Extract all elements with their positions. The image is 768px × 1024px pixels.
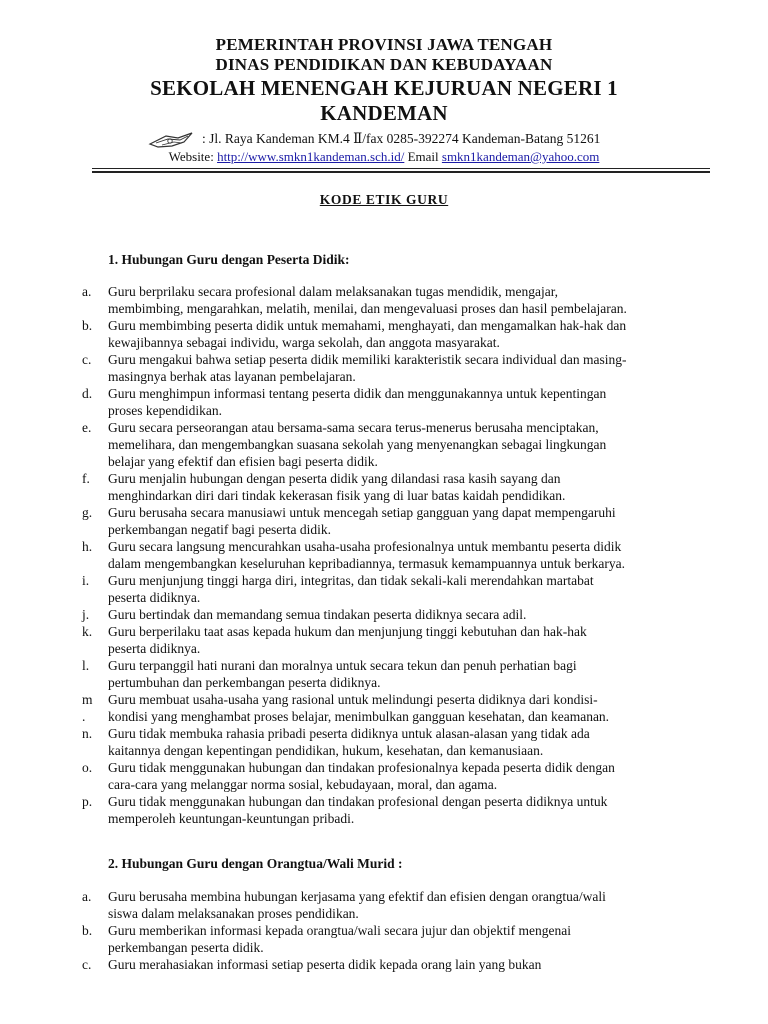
website-label: Website: bbox=[168, 149, 214, 164]
list-item bbox=[0, 419, 768, 470]
list-item bbox=[0, 283, 768, 317]
section-1-list bbox=[0, 283, 768, 827]
item-text: Guru terpanggil hati nurani dan moralnya untuk secara tekun dan penuh perhatian bagi pertumbuhan dan perkembangan peserta didiknya. bbox=[108, 658, 577, 690]
item-marker: a. bbox=[82, 284, 92, 299]
list-item bbox=[0, 888, 768, 922]
item-marker: n. bbox=[82, 726, 93, 741]
email-link[interactable]: smkn1kandeman@yahoo.com bbox=[441, 149, 600, 164]
address-row bbox=[148, 130, 600, 150]
item-text: Guru berperilaku taat asas kepada hukum dan menjunjung tinggi kebutuhan dan hak-hak peserta didiknya. bbox=[108, 624, 587, 656]
item-marker: j. bbox=[82, 607, 90, 622]
list-item bbox=[0, 606, 768, 623]
item-marker: e. bbox=[82, 420, 92, 435]
address-text: : Jl. Raya Kandeman KM.4 Ⅱ/fax 0285-392274 Kandeman-Batang 51261 bbox=[202, 131, 601, 147]
letterhead-divider-bottom bbox=[92, 171, 710, 173]
item-marker: g. bbox=[82, 505, 93, 520]
item-text: Guru berprilaku secara profesional dalam melaksanakan tugas mendidik, mengajar, membimbing, mengarahkan, melatih, menilai, dan mengevaluasi proses dan hasil pembelajaran. bbox=[108, 284, 627, 316]
email-label: Email bbox=[407, 149, 439, 164]
item-text: Guru membimbing peserta didik untuk memahami, menghayati, dan mengamalkan hak-hak dan kewajibannya sebagai individu, warga sekolah, dan anggota masyarakat. bbox=[108, 318, 627, 350]
item-text: Guru menjalin hubungan dengan peserta didik yang dilandasi rasa kasih sayang dan menghindarkan diri dari tindak kekerasan fisik yang di luar batas kaidah pendidikan. bbox=[108, 471, 566, 503]
item-text: Guru menghimpun informasi tentang peserta didik dan menggunakannya untuk kepentingan proses kependidikan. bbox=[108, 386, 607, 418]
list-item bbox=[0, 956, 768, 973]
list-item bbox=[0, 725, 768, 759]
item-marker: o. bbox=[82, 760, 93, 775]
contact-row bbox=[0, 149, 768, 165]
item-marker: i. bbox=[82, 573, 90, 588]
item-text: Guru merahasiakan informasi setiap peserta didik kepada orang lain yang bukan bbox=[108, 957, 542, 972]
section-2-heading: 2. Hubungan Guru dengan Orangtua/Wali Murid : bbox=[108, 856, 403, 871]
item-text: Guru secara perseorangan atau bersama-sama secara terus-menerus berusaha menciptakan, memelihara, dan mengembangkan suasana sekolah yang menyenangkan sebagai lingkungan belajar yang efektif dan efisien bagi peserta didik. bbox=[108, 420, 607, 469]
list-item bbox=[0, 572, 768, 606]
list-item bbox=[0, 623, 768, 657]
item-text: Guru mengakui bahwa setiap peserta didik memiliki karakteristik secara individual dan masing- masingnya berhak atas layanan pembelajaran. bbox=[108, 352, 627, 384]
item-marker: c. bbox=[82, 957, 92, 972]
item-marker: l. bbox=[82, 658, 90, 673]
list-item bbox=[0, 657, 768, 691]
item-marker: c. bbox=[82, 352, 92, 367]
item-text: Guru tidak menggunakan hubungan dan tindakan profesional dengan peserta didiknya untuk memperoleh keuntungan-keuntungan pribadi. bbox=[108, 794, 608, 826]
item-text: Guru bertindak dan memandang semua tindakan peserta didiknya secara adil. bbox=[108, 607, 527, 622]
item-marker: p. bbox=[82, 794, 93, 809]
list-item bbox=[0, 470, 768, 504]
item-text: Guru berusaha membina hubungan kerjasama yang efektif dan efisien dengan orangtua/wali siswa dalam melaksanakan proses pendidikan. bbox=[108, 889, 606, 921]
item-marker: k. bbox=[82, 624, 93, 639]
list-item bbox=[0, 351, 768, 385]
letterhead-line-2: DINAS PENDIDIKAN DAN KEBUDAYAAN bbox=[215, 55, 553, 74]
list-item bbox=[0, 385, 768, 419]
item-marker: f. bbox=[82, 471, 90, 486]
item-text: Guru berusaha secara manusiawi untuk mencegah setiap gangguan yang dapat mempengaruhi perkembangan negatif bagi peserta didik. bbox=[108, 505, 616, 537]
section-2-list bbox=[0, 888, 768, 973]
document-title: KODE ETIK GURU bbox=[319, 192, 449, 207]
list-item bbox=[0, 317, 768, 351]
section-1-heading: 1. Hubungan Guru dengan Peserta Didik: bbox=[108, 252, 350, 267]
item-text: Guru tidak menggunakan hubungan dan tindakan profesionalnya kepada peserta didik dengan cara-cara yang melanggar norma sosial, kebudayaan, moral, dan agama. bbox=[108, 760, 615, 792]
list-item bbox=[0, 759, 768, 793]
item-text: Guru membuat usaha-usaha yang rasional untuk melindungi peserta didiknya dari kondisi- kondisi yang menghambat proses belajar, menimbulkan gangguan kesehatan, dan keamanan. bbox=[108, 692, 610, 724]
school-name: SEKOLAH MENENGAH KEJURUAN NEGERI 1 bbox=[150, 76, 618, 100]
item-marker: a. bbox=[82, 889, 92, 904]
item-marker: b. bbox=[82, 923, 93, 938]
school-location-name: KANDEMAN bbox=[320, 101, 448, 125]
item-marker: d. bbox=[82, 386, 93, 401]
list-item bbox=[0, 504, 768, 538]
list-item bbox=[0, 793, 768, 827]
list-item bbox=[0, 538, 768, 572]
list-item bbox=[0, 691, 768, 725]
item-marker: m . bbox=[82, 692, 93, 724]
letterhead bbox=[0, 34, 768, 125]
item-text: Guru menjunjung tinggi harga diri, integritas, dan tidak sekali-kali merendahkan martabat peserta didiknya. bbox=[108, 573, 594, 605]
item-text: Guru memberikan informasi kepada orangtua/wali secara jujur dan objektif mengenai perkembangan peserta didik. bbox=[108, 923, 571, 955]
item-text: Guru secara langsung mencurahkan usaha-usaha profesionalnya untuk membantu peserta didik dalam mengembangkan keseluruhan kepribadiannya, termasuk kemampuannya untuk berkarya. bbox=[108, 539, 625, 571]
item-text: Guru tidak membuka rahasia pribadi peserta didiknya untuk alasan-alasan yang tidak ada kaitannya dengan kepentingan pendidikan, hukum, kesehatan, dan kemanusiaan. bbox=[108, 726, 590, 758]
website-link[interactable]: http://www.smkn1kandeman.sch.id/ bbox=[217, 149, 405, 164]
item-marker: b. bbox=[82, 318, 93, 333]
letterhead-divider-top bbox=[92, 168, 710, 169]
list-item bbox=[0, 922, 768, 956]
item-marker: h. bbox=[82, 539, 93, 554]
letterhead-line-1: PEMERINTAH PROVINSI JAWA TENGAH bbox=[215, 35, 553, 54]
school-logo-icon bbox=[148, 130, 198, 150]
